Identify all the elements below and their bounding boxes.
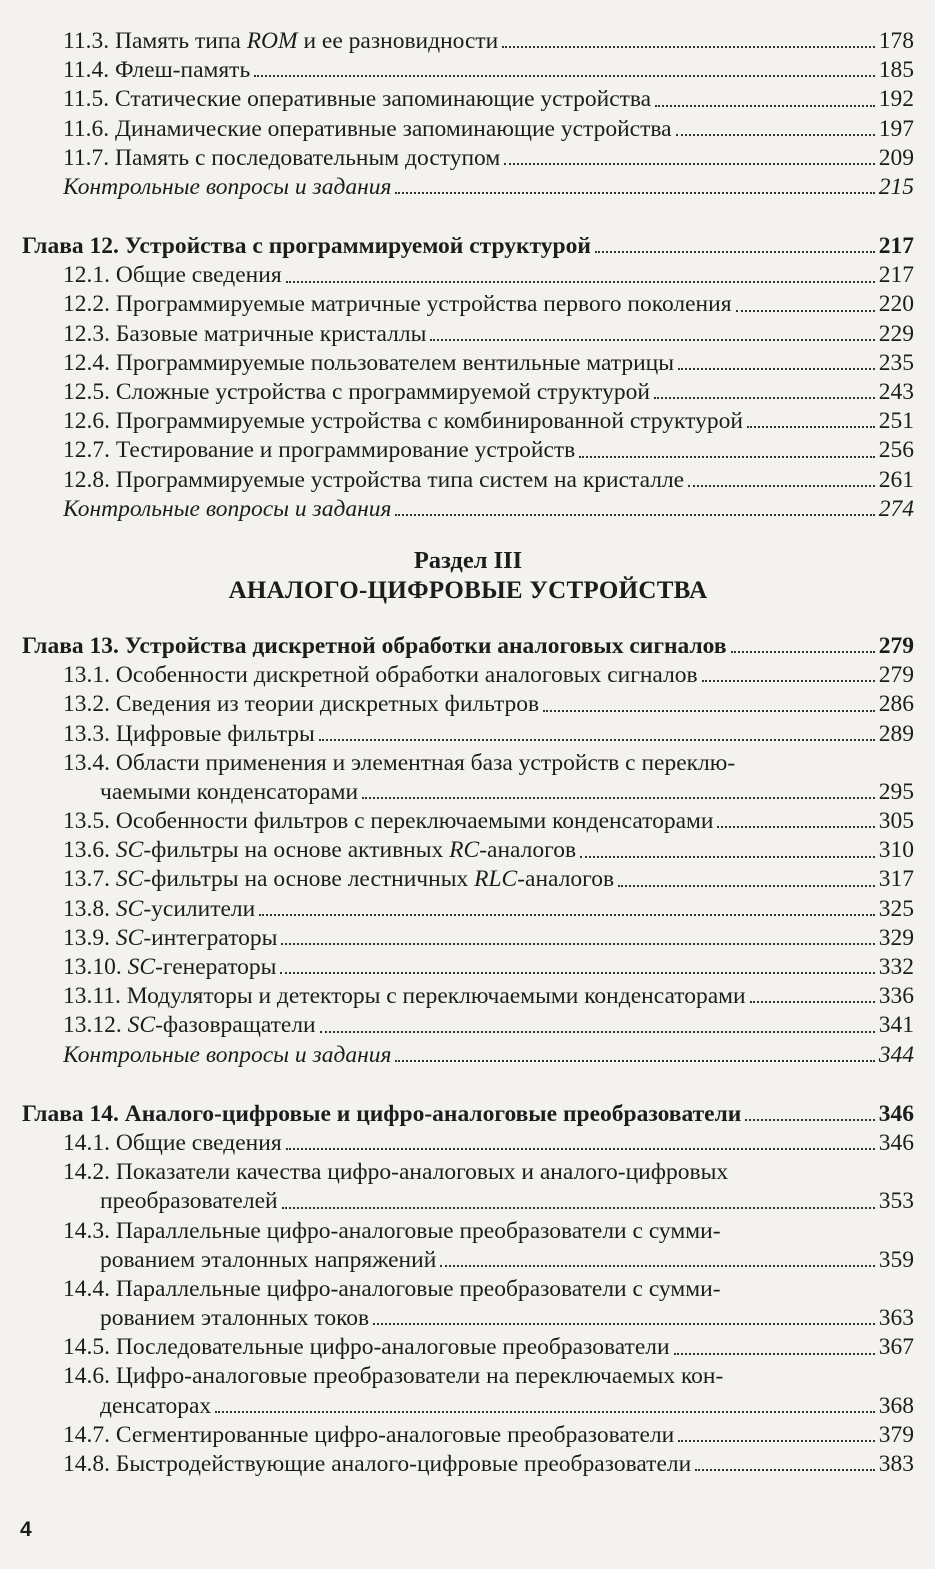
page-number: 4	[20, 1518, 32, 1541]
entry-title-first-line: Области применения и элементная база устройств с переклю-	[115, 749, 736, 776]
entry-title	[22, 1100, 741, 1129]
page-number-ref: 346	[878, 1129, 914, 1156]
title-part: -интеграторы	[143, 924, 278, 951]
dot-leader	[502, 45, 874, 48]
entry-number: 13.12.	[63, 1012, 122, 1039]
entry-number: 13.10.	[63, 954, 122, 981]
page-number-ref: 215	[878, 173, 914, 200]
entry-number: 14.2.	[63, 1159, 110, 1186]
page-number-ref: 329	[878, 924, 914, 951]
toc-subsection[interactable]	[22, 924, 914, 953]
dot-leader	[745, 1118, 874, 1121]
title-part: -аналогов	[479, 837, 577, 864]
entry-number: 14.4.	[63, 1275, 110, 1302]
title-part: -генераторы	[155, 954, 277, 981]
toc-entry-first-line[interactable]	[22, 749, 914, 778]
page-number-ref: 229	[878, 320, 914, 347]
entry-number: 11.3.	[63, 27, 110, 54]
entry-title	[116, 661, 698, 690]
title-part: Контрольные вопросы и задания	[63, 173, 392, 200]
page-number-ref: 279	[878, 632, 914, 659]
entry-title	[63, 173, 391, 202]
title-part: денсаторах	[100, 1392, 212, 1419]
toc-subsection[interactable]	[22, 349, 914, 378]
toc-subsection[interactable]	[22, 144, 914, 173]
title-part: Флеш-память	[115, 57, 251, 84]
entry-title	[115, 27, 498, 56]
title-part: -фильтры на основе активных	[143, 837, 450, 864]
title-part: -усилители	[143, 895, 256, 922]
toc-subsection[interactable]	[22, 953, 914, 982]
page-number-ref: 217	[878, 262, 914, 289]
dot-leader	[430, 338, 874, 341]
title-part: Контрольные вопросы и задания	[63, 1041, 392, 1068]
title-part: чаемыми конденсаторами	[100, 778, 359, 805]
entry-title	[100, 1304, 369, 1333]
title-part: Программируемые пользователем вентильные матрицы	[115, 349, 675, 376]
title-italic-part: SC	[127, 1012, 156, 1039]
toc-subsection[interactable]	[22, 378, 914, 407]
toc-subsection[interactable]	[22, 807, 914, 836]
dot-leader	[280, 971, 874, 974]
entry-title-first-line: Параллельные цифро-аналоговые преобразователи с сумми-	[115, 1275, 721, 1302]
title-part: рованием эталонных напряжений	[100, 1246, 437, 1273]
dot-leader	[618, 884, 875, 887]
dot-leader	[282, 1206, 875, 1209]
entry-number: 14.1.	[63, 1129, 110, 1156]
title-part: Особенности фильтров с переключаемыми конденсаторами	[115, 808, 714, 835]
toc-subsection[interactable]	[22, 291, 914, 320]
entry-title	[100, 778, 358, 807]
dot-leader	[580, 855, 875, 858]
dot-leader	[654, 396, 875, 399]
title-part: -фильтры на основе лестничных	[143, 866, 475, 893]
entry-number: 14.3.	[63, 1217, 110, 1244]
dot-leader	[281, 942, 874, 945]
entry-number: 12.7.	[63, 437, 110, 464]
toc-subsection[interactable]	[22, 982, 914, 1011]
title-part: -аналогов	[517, 866, 615, 893]
title-part: Программируемые устройства с комбинированной структурой	[115, 408, 743, 435]
toc-entry-first-line[interactable]	[22, 1275, 914, 1304]
page-number-ref: 289	[878, 720, 914, 747]
dot-leader	[736, 309, 875, 312]
dot-leader	[674, 1352, 875, 1355]
title-part: Тестирование и программирование устройств	[115, 437, 576, 464]
dot-leader	[259, 913, 875, 916]
title-part: Глава 13. Устройства дискретной обработки аналоговых сигналов	[22, 632, 727, 659]
toc-entry-continuation[interactable]	[22, 1187, 914, 1216]
entry-number: 12.1.	[63, 262, 110, 289]
entry-title	[115, 85, 651, 114]
dot-leader	[676, 133, 875, 136]
dot-leader	[395, 513, 874, 516]
toc-subsection[interactable]	[22, 690, 914, 719]
title-italic-part: SC	[115, 895, 144, 922]
spacer	[22, 606, 914, 632]
entry-title	[116, 924, 278, 953]
page-number-ref: 235	[878, 349, 914, 376]
title-part: Общие сведения	[115, 262, 282, 289]
dot-leader	[655, 104, 875, 107]
toc-subsection[interactable]	[22, 27, 914, 56]
page-number-ref: 256	[878, 437, 914, 464]
toc-subsection[interactable]	[22, 720, 914, 749]
entry-number: 13.7.	[63, 866, 110, 893]
toc-entry-continuation[interactable]	[22, 778, 914, 807]
title-part: Память с последовательным доступом	[115, 144, 501, 171]
entry-number: 13.2.	[63, 691, 110, 718]
dot-leader	[395, 1059, 874, 1062]
entry-number: 13.8.	[63, 895, 110, 922]
entry-title	[116, 1421, 674, 1450]
page-number-ref: 217	[878, 233, 914, 260]
dot-leader	[695, 1468, 875, 1471]
page-number-ref: 274	[878, 495, 914, 522]
entry-number: 12.4.	[63, 349, 110, 376]
dot-leader	[504, 162, 875, 165]
title-part: -фазовращатели	[155, 1012, 316, 1039]
dot-leader	[595, 250, 875, 253]
entry-number: 13.4.	[63, 749, 110, 776]
entry-number: 12.8.	[63, 466, 110, 493]
page-number-ref: 363	[878, 1305, 914, 1332]
page-number-ref: 341	[878, 1012, 914, 1039]
toc-subsection[interactable]	[22, 1450, 914, 1479]
entry-title-first-line: Цифро-аналоговые преобразователи на переключаемых кон-	[115, 1363, 724, 1390]
toc-subsection[interactable]	[22, 1011, 914, 1040]
dot-leader	[747, 425, 875, 428]
title-italic-part: SC	[115, 866, 144, 893]
title-part: Сведения из теории дискретных фильтров	[115, 691, 540, 718]
entry-number: 14.7.	[63, 1421, 110, 1448]
toc-questions[interactable]	[22, 173, 914, 202]
page-number-ref: 209	[878, 144, 914, 171]
dot-leader	[215, 1410, 875, 1413]
dot-leader	[286, 1147, 875, 1150]
title-part: Программируемые матричные устройства первого поколения	[115, 291, 732, 318]
dot-leader	[362, 796, 875, 799]
toc-subsection[interactable]	[22, 436, 914, 465]
entry-title	[115, 56, 250, 85]
entry-title	[127, 982, 746, 1011]
page-number-ref: 197	[878, 115, 914, 142]
entry-title	[116, 865, 614, 894]
toc-entry-continuation[interactable]	[22, 1246, 914, 1275]
section-title: АНАЛОГО-ЦИФРОВЫЕ УСТРОЙСТВА	[228, 577, 708, 604]
title-italic-part: RLC	[474, 866, 518, 893]
toc-subsection[interactable]	[22, 1333, 914, 1362]
page-number-ref: 359	[878, 1246, 914, 1273]
entry-number: 11.6.	[63, 115, 110, 142]
toc-subsection[interactable]	[22, 1129, 914, 1158]
dot-leader	[750, 1000, 875, 1003]
dot-leader	[373, 1322, 875, 1325]
dot-leader	[702, 679, 875, 682]
page-number-ref: 220	[878, 291, 914, 318]
page-number-ref: 383	[878, 1451, 914, 1478]
title-part: Сложные устройства с программируемой структурой	[115, 379, 650, 406]
page-number-ref: 344	[878, 1041, 914, 1068]
entry-title	[116, 1333, 670, 1362]
dot-leader	[579, 455, 875, 458]
title-part: Особенности дискретной обработки аналоговых сигналов	[115, 662, 698, 689]
entry-title	[128, 953, 277, 982]
entry-title	[116, 720, 315, 749]
entry-title	[116, 261, 282, 290]
page-number-ref: 317	[878, 866, 914, 893]
dot-leader	[286, 280, 875, 283]
page-number-ref: 310	[878, 837, 914, 864]
entry-number: 14.5.	[63, 1334, 110, 1361]
title-part: Общие сведения	[115, 1129, 282, 1156]
dot-leader	[678, 1439, 874, 1442]
toc-chapter[interactable]	[22, 632, 914, 661]
spacer	[22, 1070, 914, 1100]
entry-title	[116, 290, 732, 319]
entry-number: 13.3.	[63, 720, 110, 747]
entry-title-first-line: Показатели качества цифро-аналоговых и аналого-цифровых	[115, 1159, 729, 1186]
dot-leader	[440, 1264, 874, 1267]
toc-subsection[interactable]	[22, 407, 914, 436]
entry-title	[116, 895, 255, 924]
title-part: Быстродействующие аналого-цифровые преобразователи	[115, 1451, 692, 1478]
toc-subsection[interactable]	[22, 895, 914, 924]
dot-leader	[717, 825, 874, 828]
entry-number: 12.6.	[63, 408, 110, 435]
entry-number: 13.9.	[63, 924, 110, 951]
entry-number: 11.4.	[63, 57, 110, 84]
title-italic-part: SC	[127, 954, 156, 981]
page-number-ref: 178	[878, 27, 914, 54]
page-number-ref: 261	[878, 466, 914, 493]
toc-chapter[interactable]	[22, 1100, 914, 1129]
title-part: Модуляторы и детекторы с переключаемыми конденсаторами	[126, 983, 746, 1010]
entry-number: 13.11.	[63, 983, 121, 1010]
page-number-ref: 305	[878, 808, 914, 835]
toc-entry-first-line[interactable]	[22, 1363, 914, 1392]
toc-entry-first-line[interactable]	[22, 1217, 914, 1246]
entry-title	[116, 690, 539, 719]
entry-title	[100, 1246, 436, 1275]
dot-leader	[731, 650, 875, 653]
entry-number: 13.6.	[63, 837, 110, 864]
title-part: рованием эталонных токов	[100, 1305, 370, 1332]
title-italic-part: SC	[115, 837, 144, 864]
entry-number: 12.3.	[63, 320, 110, 347]
page-number-ref: 279	[878, 662, 914, 689]
toc-entry-continuation[interactable]	[22, 1392, 914, 1421]
toc-subsection[interactable]	[22, 1421, 914, 1450]
page-number-ref: 286	[878, 691, 914, 718]
entry-number: 14.6.	[63, 1363, 110, 1390]
page-number-ref: 346	[878, 1100, 914, 1127]
title-part: Динамические оперативные запоминающие устройства	[115, 115, 672, 142]
title-part: Сегментированные цифро-аналоговые преобразователи	[115, 1421, 675, 1448]
page-number-ref: 251	[878, 408, 914, 435]
title-part: и ее разновидности	[297, 27, 499, 54]
title-part: Глава 14. Аналого-цифровые и цифро-аналоговые преобразователи	[22, 1100, 742, 1127]
entry-title	[116, 407, 743, 436]
page-number-ref: 367	[878, 1334, 914, 1361]
title-part: Программируемые устройства типа систем на кристалле	[115, 466, 685, 493]
toc-subsection[interactable]	[22, 85, 914, 114]
section-number: Раздел III	[413, 547, 523, 574]
title-part: Глава 12. Устройства с программируемой структурой	[22, 233, 591, 260]
toc-subsection[interactable]	[22, 866, 914, 895]
entry-title	[115, 144, 500, 173]
title-part: Базовые матричные кристаллы	[115, 320, 427, 347]
toc-subsection[interactable]	[22, 836, 914, 865]
dot-leader	[688, 484, 875, 487]
entry-number: 14.8.	[63, 1451, 110, 1478]
title-part: Цифровые фильтры	[115, 720, 315, 747]
entry-number: 12.2.	[63, 291, 110, 318]
entry-title	[116, 349, 674, 378]
toc-subsection[interactable]	[22, 56, 914, 85]
entry-title	[116, 807, 714, 836]
title-italic-part: RC	[449, 837, 480, 864]
toc-questions[interactable]	[22, 1041, 914, 1070]
page-number-ref: 295	[878, 778, 914, 805]
entry-title	[128, 1011, 316, 1040]
toc-subsection[interactable]	[22, 261, 914, 290]
title-italic-part: ROM	[246, 27, 298, 54]
entry-title	[63, 1041, 391, 1070]
dot-leader	[254, 74, 875, 77]
toc-entry-continuation[interactable]	[22, 1304, 914, 1333]
entry-number: 11.5.	[63, 86, 110, 113]
entry-number: 13.5.	[63, 808, 110, 835]
page-number-ref: 185	[878, 57, 914, 84]
entry-title	[22, 632, 727, 661]
page-number-ref: 192	[878, 86, 914, 113]
toc-subsection[interactable]	[22, 320, 914, 349]
dot-leader	[678, 367, 875, 370]
page-number-ref: 332	[878, 954, 914, 981]
spacer	[22, 524, 914, 546]
entry-title	[116, 436, 575, 465]
entry-title	[116, 378, 650, 407]
entry-number: 13.1.	[63, 662, 110, 689]
title-part: преобразователей	[100, 1188, 278, 1215]
spacer	[22, 202, 914, 232]
page-number-ref: 379	[878, 1421, 914, 1448]
table-of-contents	[22, 27, 914, 1479]
entry-title	[116, 320, 427, 349]
toc-questions[interactable]	[22, 495, 914, 524]
toc-subsection[interactable]	[22, 115, 914, 144]
page-number-ref: 368	[878, 1392, 914, 1419]
title-part: Контрольные вопросы и задания	[63, 495, 392, 522]
section-heading	[22, 546, 914, 606]
page-number-ref: 336	[878, 983, 914, 1010]
entry-title	[22, 232, 591, 261]
entry-title	[63, 495, 391, 524]
entry-number: 11.7.	[63, 144, 110, 171]
page-number-ref: 353	[878, 1188, 914, 1215]
entry-title	[100, 1187, 278, 1216]
dot-leader	[543, 709, 875, 712]
entry-title	[115, 115, 672, 144]
entry-title	[100, 1392, 211, 1421]
entry-title	[116, 1129, 282, 1158]
dot-leader	[320, 1030, 875, 1033]
dot-leader	[395, 191, 874, 194]
entry-title-first-line: Параллельные цифро-аналоговые преобразователи с сумми-	[115, 1217, 721, 1244]
entry-title	[116, 466, 684, 495]
title-part: Последовательные цифро-аналоговые преобразователи	[115, 1334, 670, 1361]
toc-subsection[interactable]	[22, 661, 914, 690]
toc-subsection[interactable]	[22, 466, 914, 495]
dot-leader	[319, 738, 875, 741]
toc-chapter[interactable]	[22, 232, 914, 261]
title-part: Статические оперативные запоминающие устройства	[115, 86, 652, 113]
entry-title	[116, 836, 576, 865]
page-number-ref: 243	[878, 379, 914, 406]
page-number-ref: 325	[878, 895, 914, 922]
toc-entry-first-line[interactable]	[22, 1158, 914, 1187]
entry-title	[116, 1450, 691, 1479]
title-italic-part: SC	[115, 924, 144, 951]
entry-number: 12.5.	[63, 379, 110, 406]
title-part: Память типа	[115, 27, 247, 54]
